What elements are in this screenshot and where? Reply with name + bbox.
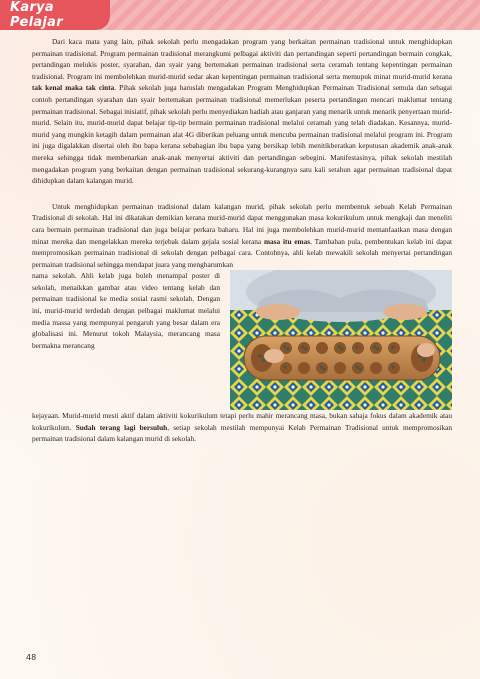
paragraph-2-bold-phrase-2: Sudah terang lagi bersuluh <box>75 422 168 432</box>
paragraph-2-continuation <box>32 410 452 445</box>
header-tab <box>0 0 110 30</box>
congkak-photo-illustration <box>230 270 452 410</box>
paragraph-2-wrapped-text: nama sekolah. Ahli kelab juga boleh menampal poster di sekolah, menaikkan gambar atau video tentang kelab dan permainan tradisional ke media sosial rasmi sekolah. Dengan ini, murid-murid terdedah dengan pelbagai maklumat melalui media massa yang mempunyai pengaruh yang besar dalam era globalisasi ini. Menurut tokoh Malaysia, merancang masa bermakna merancang <box>32 271 220 350</box>
paragraph-2-text-a: Untuk menghidupkan permainan tradisional dalam kalangan murid, pihak sekolah perlu membentuk sebuah Kelab Permainan Tradisional di sekolah. Hal ini dikatakan demikian kerana murid-murid dapat menggunakan masa kokurikulum untuk mengkaji dan meneliti cara bermain permainan tradisional dan juga belajar perkara baharu. Hal ini juga membolehkan murid-murid memanfaatkan masa dengan minat mereka dan mengelakkan mereka terjebak dalam gejala sosial kerana <box>32 201 452 246</box>
paragraph-1-text-b: . Pihak sekolah juga haruslah mengadakan Program Menghidupkan Permainan Tradisional semula dan sebagai contoh pertandingan syarahan dan syair bertemakan permainan tradisional memerlukan peserta pertandingan mencari maklumat tentang permainan tradisional. Sebagai inisiatif, pihak sekolah perlu menyediakan hadiah atau ganjaran yang menarik untuk menarik penyertaan murid-murid. Selain itu, murid-murid dapat belajar tip-tip bermain permainan tradisional melalui ceramah yang telah diadakan. Kesannya, murid-murid yang mungkin ketagih dalam permainan alat 4G diberikan peluang untuk mencuba permainan tradisional melalui program ini. Program ini juga digalakkan disertai oleh ibu bapa kerana sebahagian ibu bapa yang bersikap lebih menitikberatkan keputusan akademik anak-anak mereka sehingga tidak membenarkan anak-anak menyertai aktiviti dan pertandingan sebegini. Manifestasinya, pihak sekolah mestilah mengadakan program yang berkaitan dengan permainan tradisional sekurang-kurangnya satu kali setahun agar permainan tradisional dapat dihidupkan dalam kalangan murid. <box>32 83 452 186</box>
congkak-photo <box>230 270 452 410</box>
paragraph-1 <box>32 36 452 187</box>
wrapped-text-column <box>32 270 220 410</box>
paragraph-2-text-b: . Tambahan pula, pembentukan kelab ini dapat mempromosikan permainan tradisional di sekolah dengan pelbagai cara. Contohnya, ahli kelab mewakili sekolah menyertai pertandingan permainan tradisional sehingga mendapat juara yang mengharumkan <box>32 236 452 269</box>
paragraph-1-text-a: Dari kaca mata yang lain, pihak sekolah perlu mengadakan program yang berkaitan permainan tradisional untuk menghidupkan permainan tradisional. Program permainan tradisional merangkumi pelbagai aktiviti dan pertandingan seperti pertandingan bermain congkak, pertandingan melukis poster, syarahan, dan syair yang bertemakan permainan tradisional serta ceramah tentang kepentingan permainan tradisional. Program ini membolehkan murid-murid sedar akan kepentingan permainan tradisional serta memupuk minat murid-murid kerana <box>32 37 452 81</box>
article-body <box>32 36 452 445</box>
paragraph-2 <box>32 201 452 271</box>
paragraph-1-bold-phrase: tak kenal maka tak cinta <box>32 83 115 93</box>
paragraph-2-bold-phrase-1: masa itu emas <box>263 236 311 246</box>
text-image-wrap <box>32 270 452 410</box>
paragraph-2-text-c: kejayaan. Murid-murid mesti aktif dalam aktiviti kokurikulum tetapi perlu mahir merancang masa, bukan sahaja fokus dalam akademik atau kokurikulum. <box>32 411 452 432</box>
paragraph-2-text-d: , setiap sekolah mestilah mempunyai Kelab Permainan Tradisional untuk mempromosikan permainan tradisional dalam kalangan murid di sekolah. <box>32 422 452 444</box>
page-number: 48 <box>26 653 37 662</box>
header-title: Karya Pelajar <box>10 0 63 30</box>
